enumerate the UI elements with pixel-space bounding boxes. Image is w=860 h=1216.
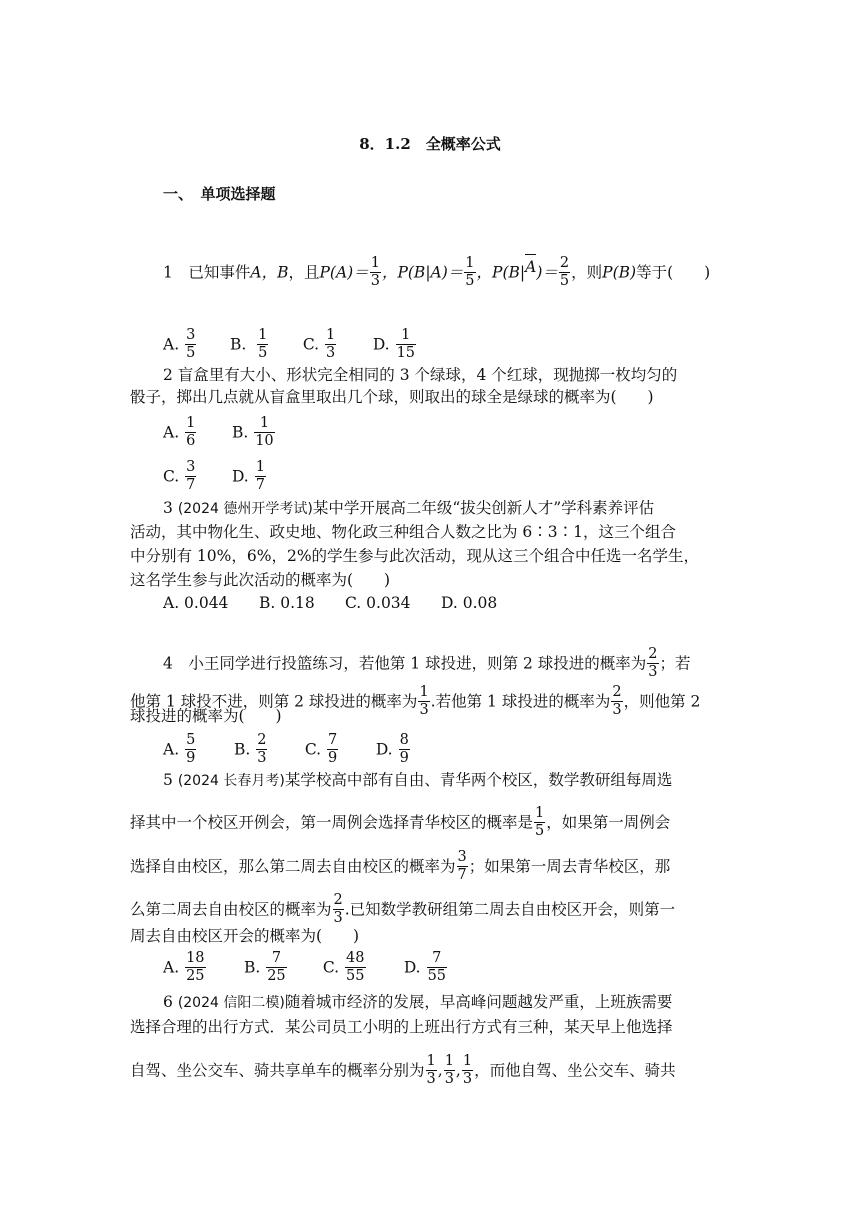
question-5-line-4: 么第二周去自由校区的概率为 $\frac{2}{3}$ .已知数学教研组第二周去自由校区开会，则第一 [130,892,676,926]
question-4-line-3: 球投进的概率为( ) [130,707,282,725]
option-a: A. 0.044 [163,594,229,612]
option-d: D. $\frac{7}{55}$ [403,950,447,984]
option-b: B. $\frac{7}{25}$ [243,950,286,984]
question-6-line-1: 6 (2024 信阳二模)随着城市经济的发展，早高峰问题越发严重，上班族需要 [163,993,673,1011]
option-d: D. $\frac{1}{15}$ [372,327,416,361]
option-c: C. $\frac{3}{7}$ [163,459,196,493]
question-5-line-2: 择其中一个校区开例会，第一周例会选择青华校区的概率是 $\frac{1}{5}$ ，如果第一周例会 [130,805,671,839]
question-3-line-1: 3 (2024 德州开学考试)某中学开展高二年级“拔尖创新人才”学科素养评估 [163,499,655,517]
question-5-line-5: 周去自由校区开会的概率为( ) [130,927,360,945]
question-4-options [163,733,411,768]
question-4-line-2: 他第 1 球投不进，则第 2 球投进的概率为 $\frac{1}{3}$ .若他第 1 球投进的概率为 $\frac{2}{3}$ ，则他第 2 [130,684,701,718]
question-3-line-2: 活动，其中物化生、政史地、物化政三种组合人数之比为 6∶3∶1，这三个组合 [130,523,677,541]
option-d: D. 0.08 [441,594,498,612]
fraction: $\frac{1}{5}$ [465,255,475,289]
option-a: A. $\frac{1}{6}$ [163,415,196,449]
option-b: B. 0.18 [259,594,315,612]
question-2-line-1: 2 盲盒里有大小、形状完全相同的 3 个绿球，4 个红球，现抛掷一枚均匀的 [163,366,678,384]
fraction: $\frac{3}{7}$ [457,849,467,883]
option-b: B. $\frac{1}{5}$ [229,327,268,361]
page-title: 8．1.2 全概率公式 [359,135,501,153]
fraction: $\frac{2}{3}$ [333,892,343,926]
question-5-line-1: 5 (2024 长春月考)某学校高中部有自由、青华两个校区，数学教研组每周选 [163,771,673,789]
fraction: $\frac{1}{5}$ [535,805,545,839]
question-source: (2024 德州开学考试) [177,501,313,517]
option-a: A. $\frac{5}{9}$ [163,732,196,766]
fraction: $\frac{1}{3}$ [462,1053,473,1087]
question-6-line-2: 选择合理的出行方式．某公司员工小明的上班出行方式有三种，某天早上他选择 [130,1018,673,1036]
option-d: D. $\frac{1}{7}$ [231,459,265,493]
question-1-options [163,328,417,363]
fraction: $\frac{1}{3}$ [444,1053,454,1087]
complement-a: A [525,254,536,278]
fraction: $\frac{2}{3}$ [612,684,622,718]
option-c: C. $\frac{1}{3}$ [302,327,336,361]
fraction: $\frac{2}{5}$ [559,255,570,289]
question-3-options [163,592,497,614]
fraction: $\frac{2}{3}$ [648,646,658,680]
fraction: $\frac{1}{3}$ [370,255,380,289]
question-5-line-3: 选择自由校区，那么第二周去自由校区的概率为 $\frac{3}{7}$ ；如果第一周去青华校区，那 [130,849,671,883]
question-3-line-3: 中分别有 10%，6%，2%的学生参与此次活动，现从这三个组合中任选一名学生， [130,547,700,565]
option-c: C. 0.034 [345,594,411,612]
question-2-options-row-1 [163,416,276,451]
question-4-line-1: 4 小王同学进行投篮练习，若他第 1 球投进，则第 2 球投进的概率为 $\frac{2}{3}$ ；若 [163,646,691,680]
fraction: $\frac{1}{3}$ [426,1053,436,1087]
question-3-line-4: 这名学生参与此次活动的概率为( ) [130,571,391,589]
fraction: $\frac{1}{3}$ [419,684,429,718]
option-b: B. $\frac{1}{10}$ [231,415,274,449]
option-d: D. $\frac{8}{9}$ [375,732,409,766]
question-2-options-row-2 [163,460,267,495]
question-1-stem: 1 已知事件A，B，且P(A)＝ $\frac{1}{3}$ ，P(B|A)＝ $\frac{1}{5}$ ，P(B|A)＝ $\frac{2}{5}$ ，则P(B)等于( ) [163,255,711,289]
question-2-line-2: 骰子，掷出几点就从盲盒里取出几个球，则取出的球全是绿球的概率为( ) [130,388,654,406]
option-a: A. $\frac{18}{25}$ [163,950,205,984]
option-a: A. $\frac{3}{5}$ [163,327,196,361]
option-b: B. $\frac{2}{3}$ [233,732,267,766]
section-heading: 一、 单项选择题 [163,185,276,203]
question-6-line-3: 自驾、坐公交车、骑共享单车的概率分别为 $\frac{1}{3}$ , $\frac{1}{3}$ , $\frac{1}{3}$ ，而他自驾、坐公交车、骑共 [130,1053,676,1087]
option-c: C. $\frac{48}{55}$ [322,950,365,984]
question-5-options [163,951,448,986]
question-source: (2024 信阳二模) [177,995,285,1011]
question-source: (2024 长春月考) [177,773,285,789]
option-c: C. $\frac{7}{9}$ [304,732,338,766]
